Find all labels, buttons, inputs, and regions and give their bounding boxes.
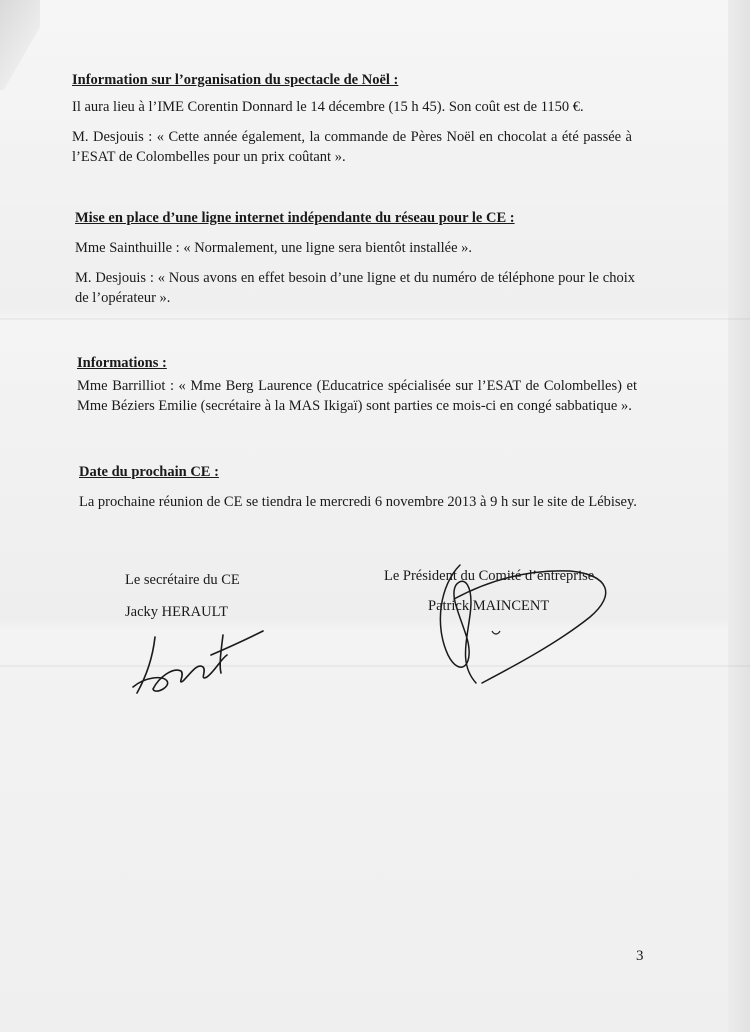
secretary-role: Le secrétaire du CE bbox=[125, 572, 240, 588]
paragraph: La prochaine réunion de CE se tiendra le mercredi 6 novembre 2013 à 9 h sur le site de Lébisey. bbox=[79, 494, 637, 510]
section-heading-prochain-ce: Date du prochain CE : bbox=[79, 464, 219, 480]
paragraph: Il aura lieu à l’IME Corentin Donnard le 14 décembre (15 h 45). Son coût est de 1150 €. bbox=[72, 99, 584, 115]
fold-line bbox=[0, 665, 750, 667]
paragraph: Mme Sainthuille : « Normalement, une ligne sera bientôt installée ». bbox=[75, 240, 473, 256]
section-heading-internet: Mise en place d’une ligne internet indépendante du réseau pour le CE : bbox=[75, 210, 515, 226]
secretary-name: Jacky HERAULT bbox=[125, 604, 228, 620]
page-number: 3 bbox=[636, 948, 644, 964]
secretary-signature bbox=[125, 615, 275, 705]
folded-corner bbox=[0, 0, 40, 90]
paragraph: M. Desjouis : « Nous avons en effet besoin d’une ligne et du numéro de téléphone pour le choix de l’opérateur ». bbox=[75, 270, 635, 306]
president-name: Patrick MAINCENT bbox=[428, 598, 550, 614]
fold-line bbox=[0, 318, 750, 320]
paragraph: M. Desjouis : « Cette année également, la commande de Pères Noël en chocolat a été passée à l’ESAT de Colombelles pour un prix coûtant ». bbox=[72, 129, 632, 165]
president-signature bbox=[420, 555, 620, 695]
paragraph: Mme Barrilliot : « Mme Berg Laurence (Educatrice spécialisée sur l’ESAT de Colombelles) et Mme Béziers Emilie (secrétaire à la MAS Ikigaï) sont parties ce mois-ci en congé sabbatique ». bbox=[77, 378, 637, 414]
page-edge bbox=[728, 0, 750, 1032]
president-role: Le Président du Comité d’entreprise bbox=[384, 568, 595, 584]
section-heading-informations: Informations : bbox=[77, 355, 167, 371]
section-heading-spectacle: Information sur l’organisation du spectacle de Noël : bbox=[72, 72, 399, 88]
